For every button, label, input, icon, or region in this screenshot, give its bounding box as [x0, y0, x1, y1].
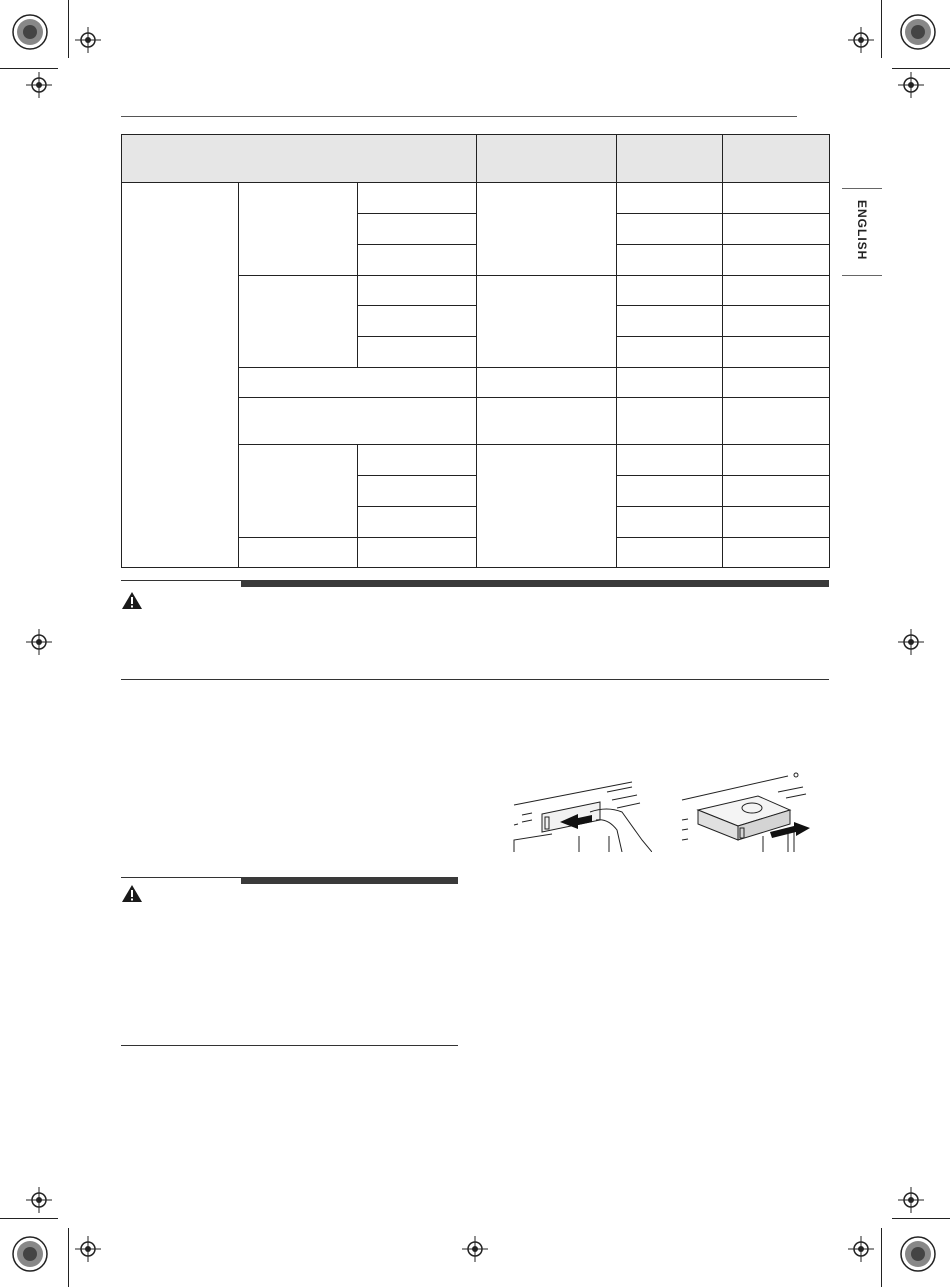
- registration-mark-icon: [462, 1236, 488, 1262]
- table-cell: [723, 276, 830, 306]
- table-header-cell: [617, 135, 723, 183]
- table-cell: [723, 445, 830, 476]
- table-cell: [723, 368, 830, 398]
- caution-end-rule: [121, 1045, 458, 1046]
- table-cell: [617, 368, 723, 398]
- table-cell: [122, 183, 239, 568]
- table-cell: [617, 214, 723, 245]
- table-header-cell: [477, 135, 617, 183]
- table-cell: [617, 183, 723, 214]
- table-cell: [617, 445, 723, 476]
- table-cell: [239, 398, 477, 445]
- table-cell: [617, 507, 723, 538]
- language-side-tab: [842, 188, 882, 276]
- sunburst-mark-icon: [900, 14, 936, 50]
- table-cell: [358, 476, 477, 507]
- registration-mark-icon: [26, 72, 52, 98]
- sunburst-mark-icon: [900, 1236, 936, 1272]
- warning-triangle-icon: [121, 591, 143, 610]
- table-cell: [617, 337, 723, 368]
- table-cell: [358, 214, 477, 245]
- table-cell: [239, 276, 358, 368]
- table-cell: [617, 245, 723, 276]
- registration-mark-icon: [26, 1187, 52, 1213]
- table-cell: [358, 245, 477, 276]
- registration-mark-icon: [898, 72, 924, 98]
- table-cell: [477, 183, 617, 276]
- table-cell: [617, 306, 723, 337]
- header-rule: [121, 116, 797, 117]
- table-cell: [358, 445, 477, 476]
- language-label: ENGLISH: [855, 200, 869, 261]
- table-cell: [477, 398, 617, 445]
- push-drawer-illustration: [512, 770, 652, 852]
- table-cell: [239, 538, 358, 568]
- table-cell: [239, 368, 477, 398]
- caution-end-rule: [121, 679, 829, 680]
- sunburst-mark-icon: [12, 14, 48, 50]
- sunburst-mark-icon: [12, 1236, 48, 1272]
- registration-mark-icon: [26, 629, 52, 655]
- caution-header-bar: [241, 877, 458, 884]
- table-cell: [617, 398, 723, 445]
- warning-triangle-icon: [121, 884, 143, 903]
- table-cell: [723, 337, 830, 368]
- table-row: [122, 183, 830, 214]
- table-cell: [358, 276, 477, 306]
- table-header-row: [122, 135, 830, 183]
- registration-mark-icon: [75, 1236, 101, 1262]
- table-cell: [617, 276, 723, 306]
- table-cell: [239, 445, 358, 538]
- table-cell: [723, 538, 830, 568]
- table-cell: [358, 507, 477, 538]
- registration-mark-icon: [848, 27, 874, 53]
- table-cell: [239, 183, 358, 276]
- registration-mark-icon: [898, 1187, 924, 1213]
- table-cell: [723, 183, 830, 214]
- table-cell: [723, 245, 830, 276]
- table-cell: [477, 368, 617, 398]
- table-cell: [723, 306, 830, 337]
- table-cell: [617, 476, 723, 507]
- table-cell: [358, 538, 477, 568]
- table-cell: [723, 476, 830, 507]
- table-cell: [723, 398, 830, 445]
- table-cell: [477, 445, 617, 568]
- registration-mark-icon: [898, 629, 924, 655]
- caution-header-bar: [241, 580, 829, 587]
- table-header-cell: [122, 135, 477, 183]
- table-header-cell: [723, 135, 830, 183]
- table-cell: [358, 183, 477, 214]
- pull-out-drawer-illustration: [678, 770, 810, 852]
- table-cell: [358, 337, 477, 368]
- table-cell: [617, 538, 723, 568]
- registration-mark-icon: [848, 1236, 874, 1262]
- spec-table: [121, 134, 830, 568]
- table-cell: [477, 276, 617, 368]
- table-cell: [358, 306, 477, 337]
- table-cell: [723, 214, 830, 245]
- registration-mark-icon: [75, 27, 101, 53]
- table-cell: [723, 507, 830, 538]
